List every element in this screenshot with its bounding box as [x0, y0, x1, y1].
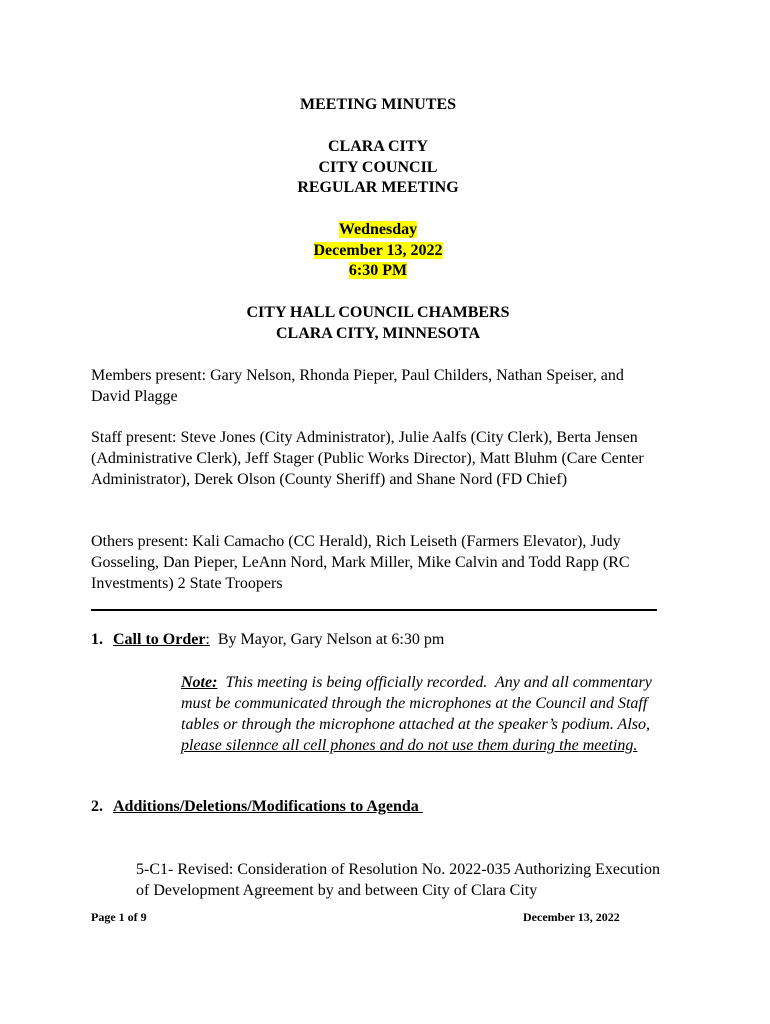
- note-colon: :: [212, 674, 218, 691]
- location-line-city-state: CLARA CITY, MINNESOTA: [275, 324, 481, 342]
- location-block: [0, 303, 756, 344]
- org-line-city: CLARA CITY: [327, 138, 428, 155]
- footer-page-number: Page 1 of 9: [91, 910, 147, 924]
- item-number: 2.: [91, 798, 103, 815]
- agenda-item-call-to-order: [91, 630, 444, 650]
- item-label: Additions/Deletions/Modifications to Agenda: [113, 798, 423, 815]
- location-line-chambers: CITY HALL COUNCIL CHAMBERS: [246, 304, 510, 321]
- others-present: Others present: Kali Camacho (CC Herald), Rich Leiseth (Farmers Elevator), Judy Gosseling, Dan Pieper, LeAnn Nord, Mark Miller, Mike Calvin and Todd Rapp (RC Investments) 2 State Troopers: [91, 533, 630, 592]
- members-present: Members present: Gary Nelson, Rhonda Pieper, Paul Childers, Nathan Speiser, and David Plagge: [91, 367, 624, 405]
- section-divider: [91, 609, 657, 611]
- meeting-time: 6:30 PM: [348, 262, 408, 279]
- datetime-block: [0, 220, 756, 282]
- document-title: MEETING MINUTES: [299, 96, 457, 113]
- staff-present: Staff present: Steve Jones (City Administrator), Julie Aalfs (City Clerk), Berta Jensen (Administrative Clerk), Jeff Stager (Public Works Director), Matt Bluhm (Care Center Administrator), Derek Olson (County Sheriff) and Shane Nord (FD Chief): [91, 429, 644, 488]
- item-number: 1.: [91, 631, 103, 648]
- org-line-meeting-type: REGULAR MEETING: [297, 179, 459, 196]
- note-label: Note: [181, 674, 213, 691]
- note-cell-phone-notice: please silennce all cell phones and do not use them during the meeting.: [181, 737, 638, 754]
- org-line-council: CITY COUNCIL: [318, 158, 438, 176]
- item-label-colon: :: [205, 631, 210, 648]
- recording-note: [181, 672, 666, 756]
- organization-block: [0, 137, 756, 199]
- agenda-sub-item: 5-C1- Revised: Consideration of Resolution No. 2022-035 Authorizing Execution of Development Agreement by and between City of Clara City: [136, 861, 660, 899]
- item-detail: By Mayor, Gary Nelson at 6:30 pm: [209, 631, 445, 648]
- footer-date: December 13, 2022: [523, 910, 620, 924]
- meeting-day: Wednesday: [338, 221, 418, 238]
- item-label: Call to Order: [113, 631, 206, 648]
- agenda-item-agenda-modifications: [91, 797, 423, 817]
- meeting-date: December 13, 2022: [313, 241, 443, 259]
- note-text: This meeting is being officially recorded. Any and all commentary must be communicated through the microphones at the Council and Staff tables or through the microphone attached at the speaker’s podium. Also,: [181, 674, 656, 733]
- title-block: [0, 95, 756, 116]
